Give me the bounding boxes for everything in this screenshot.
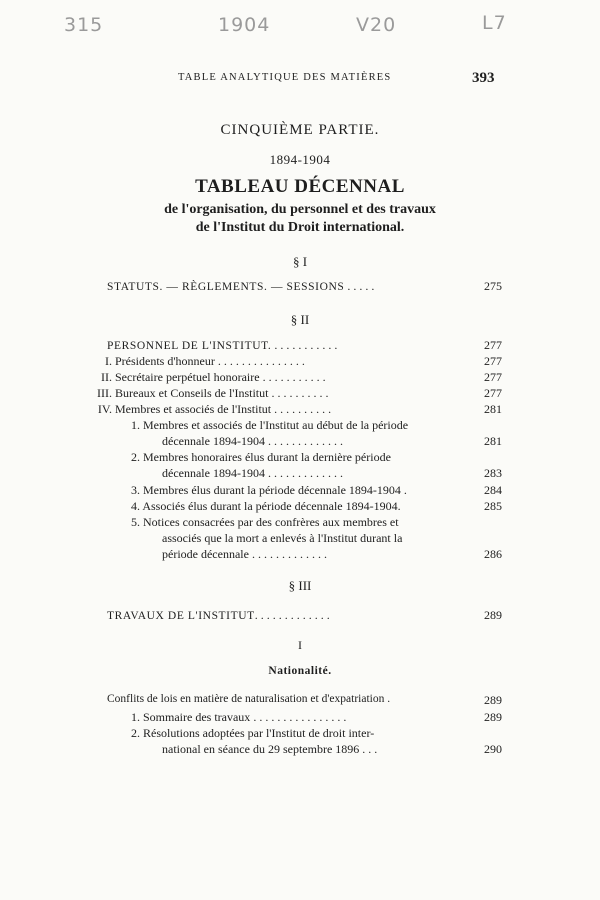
handwritten-annotation: V20 xyxy=(356,14,397,36)
toc-entry: 2. Membres honoraires élus durant la dernière période xyxy=(131,450,391,464)
toc-entry-continuation: période décennale . . . . . . . . . . . . . xyxy=(162,547,327,561)
toc-entry: 4. Associés élus durant la période décennale 1894-1904. xyxy=(131,499,401,513)
toc-page: 286 xyxy=(484,547,502,561)
toc-entry-continuation: décennale 1894-1904 . . . . . . . . . . . . . xyxy=(162,434,343,448)
section-heading: § III xyxy=(288,578,312,593)
toc-page: 277 xyxy=(484,370,502,384)
toc-entry: 1. Sommaire des travaux . . . . . . . . . . . . . . . . xyxy=(131,710,347,724)
toc-entry: II. Secrétaire perpétuel honoraire . . . . . . . . . . . xyxy=(101,370,326,384)
toc-page: 289 xyxy=(484,710,502,724)
toc-entry-continuation: décennale 1894-1904 . . . . . . . . . . . . . xyxy=(162,466,343,480)
main-title: TABLEAU DÉCENNAL xyxy=(195,176,405,197)
toc-entry: I. Présidents d'honneur . . . . . . . . . . . . . . . xyxy=(105,354,305,368)
subsection-title: Nationalité. xyxy=(268,665,332,677)
page-number: 393 xyxy=(472,70,495,86)
toc-entry-statuts: STATUTS. — RÈGLEMENTS. — SESSIONS . . . . . xyxy=(107,279,375,293)
handwritten-annotation: L7 xyxy=(482,12,507,34)
toc-page: 289 xyxy=(484,608,502,622)
toc-page: 277 xyxy=(484,386,502,400)
toc-page: 285 xyxy=(484,499,502,513)
toc-page: 290 xyxy=(484,742,502,756)
toc-entry-continuation: associés que la mort a enlevés à l'Institut durant la xyxy=(162,531,403,545)
toc-entry-personnel: PERSONNEL DE L'INSTITUT. . . . . . . . . . . . xyxy=(107,338,338,352)
toc-entry: 3. Membres élus durant la période décennale 1894-1904 . xyxy=(131,483,407,497)
handwritten-annotation: 1904 xyxy=(218,14,271,36)
toc-entry: 5. Notices consacrées par des confrères aux membres et xyxy=(131,515,399,529)
toc-page: 281 xyxy=(484,402,502,416)
handwritten-annotation: 315 xyxy=(64,14,104,36)
toc-entry: III. Bureaux et Conseils de l'Institut . . . . . . . . . . xyxy=(97,386,329,400)
running-header: TABLE ANALYTIQUE DES MATIÈRES xyxy=(178,72,392,83)
toc-page: 281 xyxy=(484,434,502,448)
toc-entry: IV. Membres et associés de l'Institut . . . . . . . . . . xyxy=(97,402,332,416)
toc-page: 284 xyxy=(484,483,502,497)
section-heading: § I xyxy=(292,254,308,269)
toc-page: 277 xyxy=(484,338,502,352)
toc-page: 283 xyxy=(484,466,502,480)
toc-entry: 2. Résolutions adoptées par l'Institut de droit inter- xyxy=(131,726,375,740)
toc-page: 275 xyxy=(484,279,502,293)
section-heading: § II xyxy=(290,312,310,327)
toc-entry-travaux: TRAVAUX DE L'INSTITUT. . . . . . . . . . . . . xyxy=(107,608,330,622)
part-title: CINQUIÈME PARTIE. xyxy=(220,122,380,138)
subtitle-line-2: de l'Institut du Droit international. xyxy=(195,220,405,235)
subtitle-line-1: de l'organisation, du personnel et des travaux xyxy=(164,202,436,217)
toc-entry: Conflits de lois en matière de naturalisation et d'expatriation . xyxy=(107,693,391,705)
toc-page: 277 xyxy=(484,354,502,368)
toc-entry-continuation: national en séance du 29 septembre 1896 . . . xyxy=(162,742,378,756)
toc-entry: 1. Membres et associés de l'Institut au début de la période xyxy=(131,418,409,432)
toc-page: 289 xyxy=(484,693,502,707)
subsection-numeral: I xyxy=(298,638,302,652)
years-heading: 1894-1904 xyxy=(269,152,331,167)
